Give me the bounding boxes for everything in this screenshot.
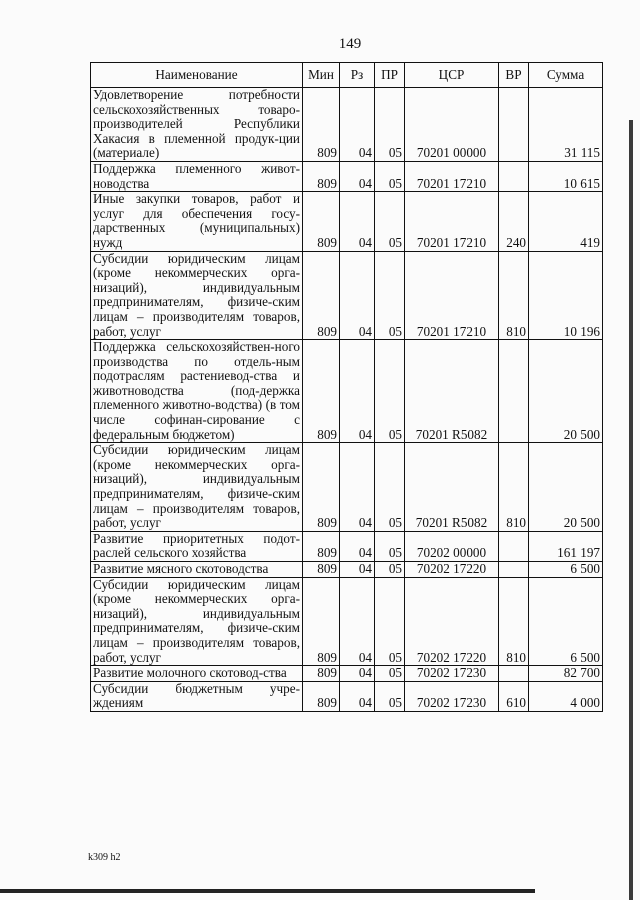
footer-code: k309 h2: [88, 852, 121, 863]
table-row: [91, 562, 603, 578]
cell-name: Поддержка сельскохозяйствен-ного производства по отдель-ным подотраслям растениевод-ства и животноводства (под-держка племенного животно-водства) (в том числе софинан-сирование с федеральным бюджетом): [91, 340, 303, 443]
cell-vr: [499, 562, 529, 578]
cell-min: 809: [303, 531, 340, 561]
cell-pr: 05: [375, 88, 405, 162]
page-number: 149: [338, 36, 362, 52]
cell-rz: 04: [340, 161, 375, 191]
cell-name: Субсидии юридическим лицам (кроме некоммерческих орга-низаций), индивидуальным предпринимателям, физиче-ским лицам – производителям товаров, работ, услуг: [91, 251, 303, 340]
cell-csr: 70202 17220: [405, 562, 499, 578]
cell-min: 809: [303, 340, 340, 443]
cell-rz: 04: [340, 251, 375, 340]
cell-pr: 05: [375, 562, 405, 578]
cell-pr: 05: [375, 577, 405, 666]
cell-vr: [499, 88, 529, 162]
header-min: Мин: [303, 63, 340, 88]
header-sum: Сумма: [529, 63, 603, 88]
cell-rz: 04: [340, 531, 375, 561]
scan-right-edge: [629, 120, 633, 900]
cell-sum: 82 700: [529, 666, 603, 682]
cell-sum: 6 500: [529, 577, 603, 666]
cell-vr: 810: [499, 443, 529, 532]
cell-name: Развитие приоритетных подот-раслей сельского хозяйства: [91, 531, 303, 561]
header-vr: ВР: [499, 63, 529, 88]
cell-csr: 70201 17210: [405, 192, 499, 251]
cell-vr: 240: [499, 192, 529, 251]
cell-pr: 05: [375, 666, 405, 682]
cell-min: 809: [303, 681, 340, 711]
cell-min: 809: [303, 251, 340, 340]
cell-name: Развитие молочного скотовод-ства: [91, 666, 303, 682]
cell-min: 809: [303, 666, 340, 682]
cell-csr: 70201 00000: [405, 88, 499, 162]
cell-name: Поддержка племенного живот-новодства: [91, 161, 303, 191]
cell-sum: 20 500: [529, 340, 603, 443]
cell-csr: 70202 17230: [405, 666, 499, 682]
table-header-row: [91, 63, 603, 88]
cell-rz: 04: [340, 443, 375, 532]
cell-vr: [499, 340, 529, 443]
cell-csr: 70202 17230: [405, 681, 499, 711]
cell-rz: 04: [340, 88, 375, 162]
cell-sum: 419: [529, 192, 603, 251]
cell-sum: 20 500: [529, 443, 603, 532]
header-rz: Рз: [340, 63, 375, 88]
cell-rz: 04: [340, 192, 375, 251]
cell-name: Субсидии юридическим лицам (кроме некоммерческих орга-низаций), индивидуальным предпринимателям, физиче-ским лицам – производителям товаров, работ, услуг: [91, 443, 303, 532]
table-row: [91, 340, 603, 443]
cell-min: 809: [303, 443, 340, 532]
cell-name: Субсидии юридическим лицам (кроме некоммерческих орга-низаций), индивидуальным предпринимателям, физиче-ским лицам – производителям товаров, работ, услуг: [91, 577, 303, 666]
cell-vr: 810: [499, 577, 529, 666]
cell-pr: 05: [375, 340, 405, 443]
cell-vr: [499, 161, 529, 191]
cell-pr: 05: [375, 681, 405, 711]
cell-vr: 810: [499, 251, 529, 340]
cell-rz: 04: [340, 562, 375, 578]
table-row: [91, 577, 603, 666]
table-row: [91, 161, 603, 191]
cell-name: Удовлетворение потребности сельскохозяйственных товаро-производителей Республики Хакасия в племенной продук-ции (материале): [91, 88, 303, 162]
table-row: [91, 531, 603, 561]
cell-sum: 10 196: [529, 251, 603, 340]
cell-csr: 70202 17220: [405, 577, 499, 666]
table-row: [91, 192, 603, 251]
header-csr: ЦСР: [405, 63, 499, 88]
cell-rz: 04: [340, 681, 375, 711]
cell-pr: 05: [375, 531, 405, 561]
cell-rz: 04: [340, 666, 375, 682]
table-row: [91, 251, 603, 340]
table-row: [91, 681, 603, 711]
cell-min: 809: [303, 577, 340, 666]
cell-sum: 10 615: [529, 161, 603, 191]
cell-min: 809: [303, 161, 340, 191]
cell-pr: 05: [375, 251, 405, 340]
cell-csr: 70201 R5082: [405, 443, 499, 532]
cell-vr: [499, 666, 529, 682]
cell-sum: 6 500: [529, 562, 603, 578]
cell-vr: 610: [499, 681, 529, 711]
cell-pr: 05: [375, 443, 405, 532]
table-row: [91, 666, 603, 682]
cell-name: Развитие мясного скотоводства: [91, 562, 303, 578]
table-row: [91, 88, 603, 162]
cell-rz: 04: [340, 340, 375, 443]
header-pr: ПР: [375, 63, 405, 88]
cell-pr: 05: [375, 192, 405, 251]
cell-sum: 4 000: [529, 681, 603, 711]
table-row: [91, 443, 603, 532]
cell-name: Субсидии бюджетным учре-ждениям: [91, 681, 303, 711]
cell-min: 809: [303, 88, 340, 162]
cell-csr: 70201 R5082: [405, 340, 499, 443]
cell-min: 809: [303, 562, 340, 578]
scan-bottom-edge: [0, 889, 535, 893]
cell-pr: 05: [375, 161, 405, 191]
cell-csr: 70201 17210: [405, 251, 499, 340]
cell-name: Иные закупки товаров, работ и услуг для обеспечения госу-дарственных (муниципальных) нужд: [91, 192, 303, 251]
header-name: Наименование: [91, 63, 303, 88]
cell-sum: 31 115: [529, 88, 603, 162]
cell-sum: 161 197: [529, 531, 603, 561]
cell-vr: [499, 531, 529, 561]
cell-min: 809: [303, 192, 340, 251]
cell-csr: 70201 17210: [405, 161, 499, 191]
cell-csr: 70202 00000: [405, 531, 499, 561]
budget-table: [90, 62, 603, 712]
cell-rz: 04: [340, 577, 375, 666]
